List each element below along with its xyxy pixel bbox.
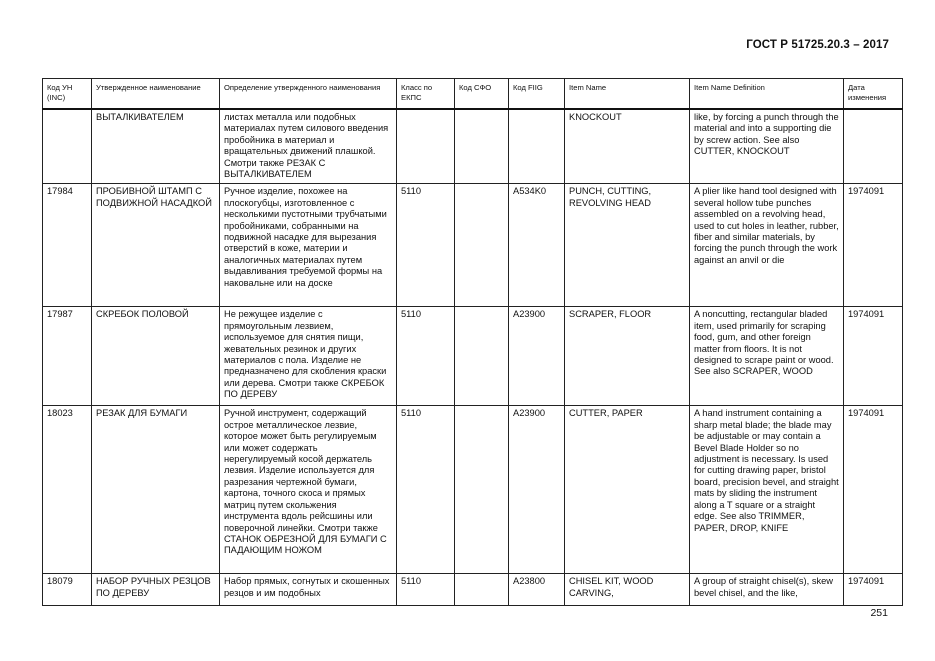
cell-fiig: A534K0 [509, 184, 565, 307]
cell-fiig [509, 109, 565, 184]
cell-item-name: PUNCH, CUTTING, REVOLVING HEAD [565, 184, 690, 307]
cell-fiig: A23900 [509, 307, 565, 406]
column-header-class: Класс по ЕКПС [397, 79, 455, 110]
cell-sfo [455, 574, 509, 606]
cell-inc: 18023 [43, 406, 92, 574]
column-header-inc: Код УН (INC) [43, 79, 92, 110]
cell-approved-name: ВЫТАЛКИВАТЕЛЕМ [92, 109, 220, 184]
table-row [43, 406, 903, 574]
table-row [43, 307, 903, 406]
cell-item-name-definition: A hand instrument containing a sharp metal blade; the blade may be adjustable or may contain a Bevel Blade Holder so no adjustment is necessary. Is used for cutting drawing paper, bristol board, precision bevel, and straight mats by sliding the instrument along a T square or a straight edge. See also TRIMMER, PAPER, DROP, KNIFE [690, 406, 844, 574]
cell-sfo [455, 406, 509, 574]
column-header-sfo: Код СФО [455, 79, 509, 110]
cell-inc [43, 109, 92, 184]
cell-approved-name: ПРОБИВНОЙ ШТАМП С ПОДВИЖНОЙ НАСАДКОЙ [92, 184, 220, 307]
cell-approved-name: СКРЕБОК ПОЛОВОЙ [92, 307, 220, 406]
cell-item-name: KNOCKOUT [565, 109, 690, 184]
cell-change-date: 1974091 [844, 574, 903, 606]
column-header-fiig: Код FIIG [509, 79, 565, 110]
cell-inc: 17987 [43, 307, 92, 406]
table-header-row [43, 79, 903, 110]
cell-definition: Ручное изделие, похожее на плоскогубцы, изготовленное с несколькими пустотными трубчатыми пробойниками, собранными на подвижной насадке для вырезания отверстий в коже, материи и аналогичных материалах путем выдавливания требуемой формы на наковальне или на доске [220, 184, 397, 307]
classification-table [42, 78, 903, 606]
cell-change-date [844, 109, 903, 184]
column-header-definition: Определение утвержденного наименования [220, 79, 397, 110]
table-row [43, 574, 903, 606]
cell-definition: Не режущее изделие с прямоугольным лезвием, используемое для снятия пищи, жевательных резинок и других материалов с пола. Изделие не предназначено для скобления краски или дерева. Смотри также СКРЕБОК ПО ДЕРЕВУ [220, 307, 397, 406]
cell-change-date: 1974091 [844, 307, 903, 406]
cell-change-date: 1974091 [844, 406, 903, 574]
column-header-approved-name: Утвержденное наименование [92, 79, 220, 110]
cell-class: 5110 [397, 184, 455, 307]
cell-fiig: A23900 [509, 406, 565, 574]
cell-item-name-definition: A noncutting, rectangular bladed item, used primarily for scraping food, gum, and other foreign matter from floors. It is not designed to scrape paint or wood. See also SCRAPER, WOOD [690, 307, 844, 406]
cell-sfo [455, 109, 509, 184]
cell-sfo [455, 184, 509, 307]
cell-class: 5110 [397, 307, 455, 406]
column-header-item-name-definition: Item Name Definition [690, 79, 844, 110]
cell-item-name-definition: A group of straight chisel(s), skew bevel chisel, and the like, [690, 574, 844, 606]
column-header-item-name: Item Name [565, 79, 690, 110]
cell-definition: листах металла или подобных материалах путем силового введения пробойника в материал и вращательных движений плашкой. Смотри также РЕЗАК С ВЫТАЛКИВАТЕЛЕМ [220, 109, 397, 184]
cell-inc: 17984 [43, 184, 92, 307]
cell-item-name-definition: like, by forcing a punch through the material and into a supporting die by screw action. See also CUTTER, KNOCKOUT [690, 109, 844, 184]
cell-inc: 18079 [43, 574, 92, 606]
cell-item-name: CUTTER, PAPER [565, 406, 690, 574]
cell-class: 5110 [397, 574, 455, 606]
cell-approved-name: НАБОР РУЧНЫХ РЕЗЦОВ ПО ДЕРЕВУ [92, 574, 220, 606]
cell-item-name: SCRAPER, FLOOR [565, 307, 690, 406]
cell-definition: Набор прямых, согнутых и скошенных резцов и им подобных [220, 574, 397, 606]
cell-class [397, 109, 455, 184]
column-header-change-date: Дата изменения [844, 79, 903, 110]
cell-sfo [455, 307, 509, 406]
cell-change-date: 1974091 [844, 184, 903, 307]
cell-item-name: CHISEL KIT, WOOD CARVING, [565, 574, 690, 606]
cell-class: 5110 [397, 406, 455, 574]
cell-approved-name: РЕЗАК ДЛЯ БУМАГИ [92, 406, 220, 574]
table-row [43, 109, 903, 184]
page-number: 251 [870, 607, 888, 619]
cell-definition: Ручной инструмент, содержащий острое металлическое лезвие, которое может быть регулируемым или может содержать нерегулируемый косой держатель лезвия. Изделие используется для разрезания чертежной бумаги, картона, точного скоса и прямых матриц путем скольжения инструмента вдоль рейсшины или поверочной линейки. Смотри также СТАНОК ОБРЕЗНОЙ ДЛЯ БУМАГИ С ПАДАЮЩИМ НОЖОМ [220, 406, 397, 574]
cell-fiig: A23800 [509, 574, 565, 606]
cell-item-name-definition: A plier like hand tool designed with several hollow tube punches assembled on a revolving head, used to cut holes in leather, rubber, fiber and similar materials, by forcing the punch through the work against an anvil or die [690, 184, 844, 307]
document-standard-header: ГОСТ Р 51725.20.3 – 2017 [746, 39, 889, 51]
table-row [43, 184, 903, 307]
